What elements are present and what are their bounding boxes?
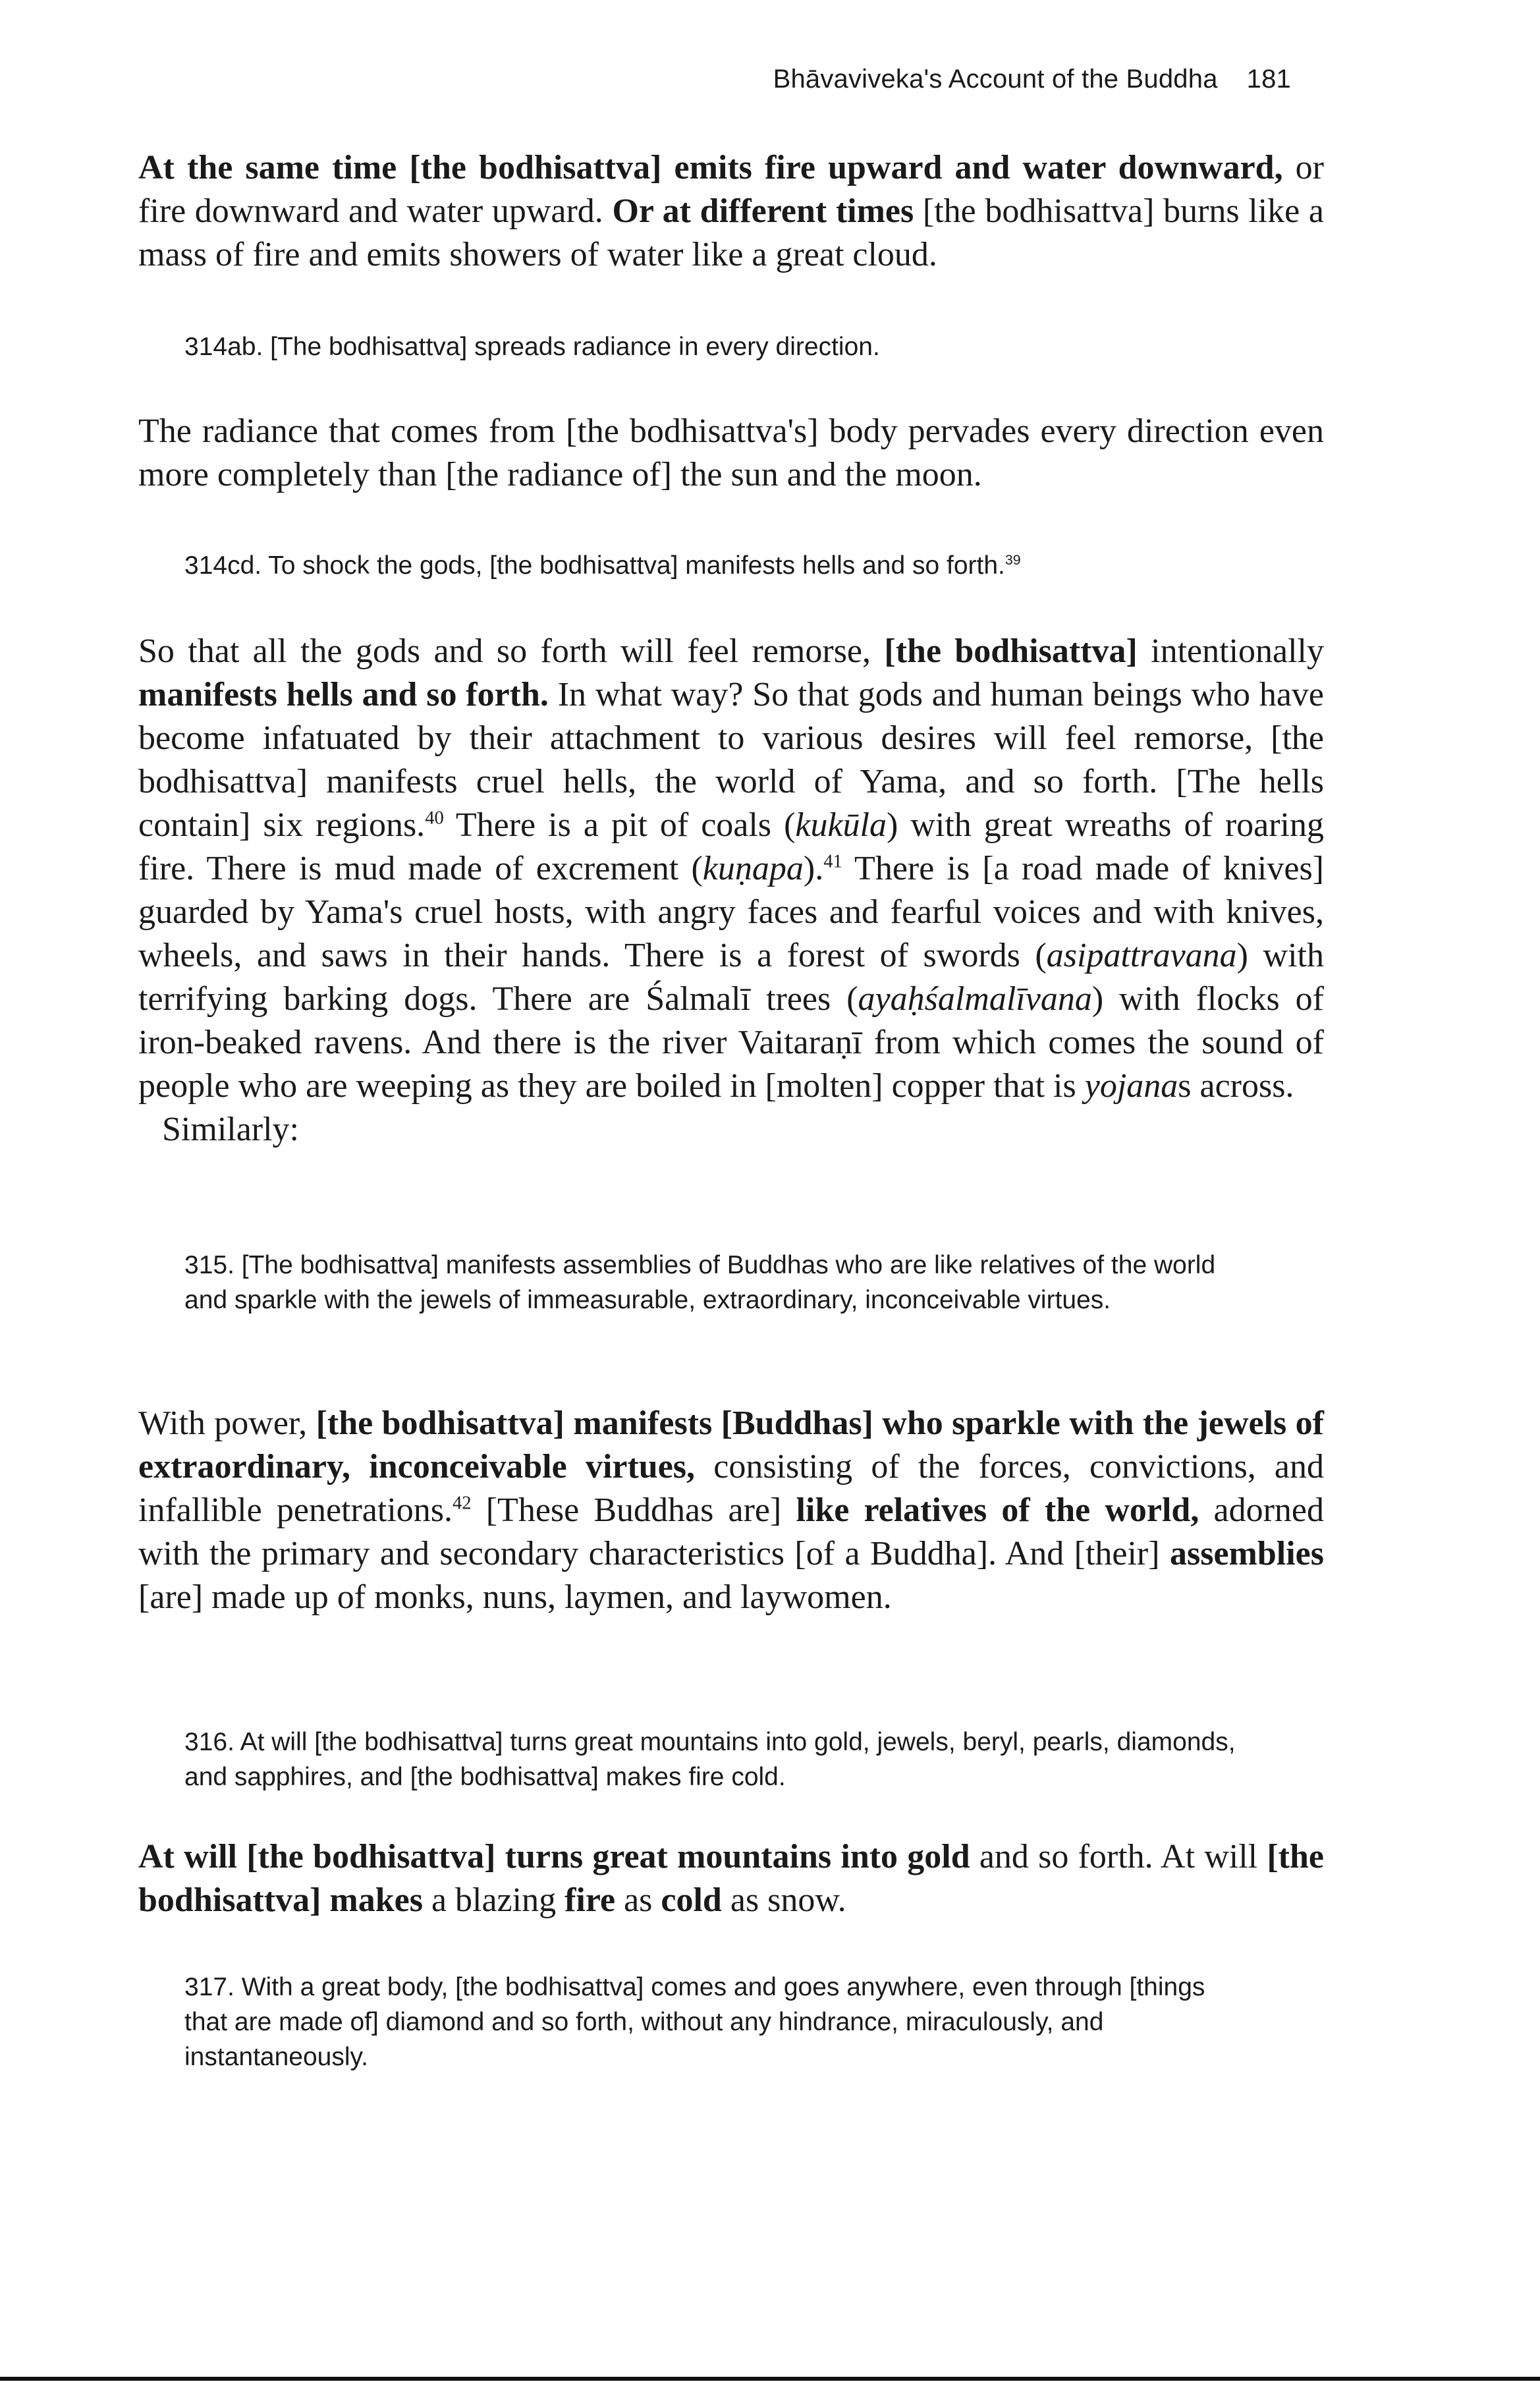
- verse-314cd: 314cd. To shock the gods, [the bodhisattva] manifests hells and so forth.$^{39}$: [184, 551, 1021, 580]
- paragraph-commentary-314cd: So that all the gods and so forth will feel remorse, [the bodhisattva] intentionally manifests hells and so forth. In what way? So that gods and human beings who have become infatuated by their attachment to various desires will feel remorse, [the bodhisattva] manifests cruel hells, the world of Yama, and so forth. [The hells contain] six regions.$^{40}$ There is a pit of coals (kukūla) with great wreaths of roaring fire. There is mud made of excrement (kuṇapa).$^{41}$ There is [a road made of knives] guarded by Yama's cruel hosts, with angry faces and fearful voices and with knives, wheels, and saws in their hands. There is a forest of swords (asipattravana) with terrifying barking dogs. There are Śalmalī trees (ayaḥśalmalīvana) with flocks of iron-beaked ravens. And there is the river Vaitaraṇī from which comes the sound of people who are weeping as they are boiled in [molten] copper that is yojanas across. Similarly:: [138, 630, 1324, 1151]
- scan-bottom-edge: [0, 2377, 1540, 2381]
- paragraph-commentary-316: At will [the bodhisattva] turns great mountains into gold and so forth. At will [the bodhisattva] makes a blazing fire as cold as snow.: [138, 1838, 1324, 1919]
- similarly-line: Similarly:: [162, 1111, 299, 1148]
- bold-phrase: Or at different times: [612, 192, 914, 230]
- running-header: [773, 65, 1291, 94]
- paragraph-commentary-314ab: The radiance that comes from [the bodhisattva's] body pervades every direction even more completely than [the radiance of] the sun and the moon.: [138, 412, 1324, 493]
- paragraph-commentary-315: With power, [the bodhisattva] manifests [Buddhas] who sparkle with the jewels of extraordinary, inconceivable virtues, consisting of the forces, convictions, and infallible penetrations.$^{42}$ [These Buddhas are] like relatives of the world, adorned with the primary and secondary characteristics [of a Buddha]. And [their] assemblies [are] made up of monks, nuns, laymen, and laywomen.: [138, 1404, 1324, 1616]
- footnote-ref: 41: [823, 851, 842, 872]
- page-number: 181: [1246, 65, 1291, 94]
- running-title: Bhāvaviveka's Account of the Buddha: [773, 65, 1218, 94]
- verse-317: 317. With a great body, [the bodhisattva] comes and goes anywhere, even through [things that are made of] diamond and so forth, without any hindrance, miraculously, and instantaneously.: [184, 1973, 1205, 2071]
- verse-316: 316. At will [the bodhisattva] turns great mountains into gold, jewels, beryl, pearls, diamonds, and sapphires, and [the bodhisattva] makes fire cold.: [184, 1728, 1236, 1791]
- footnote-ref: 40: [425, 808, 444, 829]
- paragraph-commentary-313: At the same time [the bodhisattva] emits fire upward and water downward, or fire downward and water upward. Or at different times [the bodhisattva] burns like a mass of fire and emits showers of water like a great cloud.: [138, 149, 1324, 273]
- footnote-ref: 39: [1004, 552, 1021, 568]
- bold-phrase: At the same time [the bodhisattva] emits fire upward and water downward,: [138, 149, 1283, 186]
- verse-315: 315. [The bodhisattva] manifests assemblies of Buddhas who are like relatives of the world and sparkle with the jewels of immeasurable, extraordinary, inconceivable virtues.: [184, 1251, 1216, 1314]
- footnote-ref: 42: [453, 1493, 472, 1514]
- verse-314ab: 314ab. [The bodhisattva] spreads radiance in every direction.: [184, 333, 880, 361]
